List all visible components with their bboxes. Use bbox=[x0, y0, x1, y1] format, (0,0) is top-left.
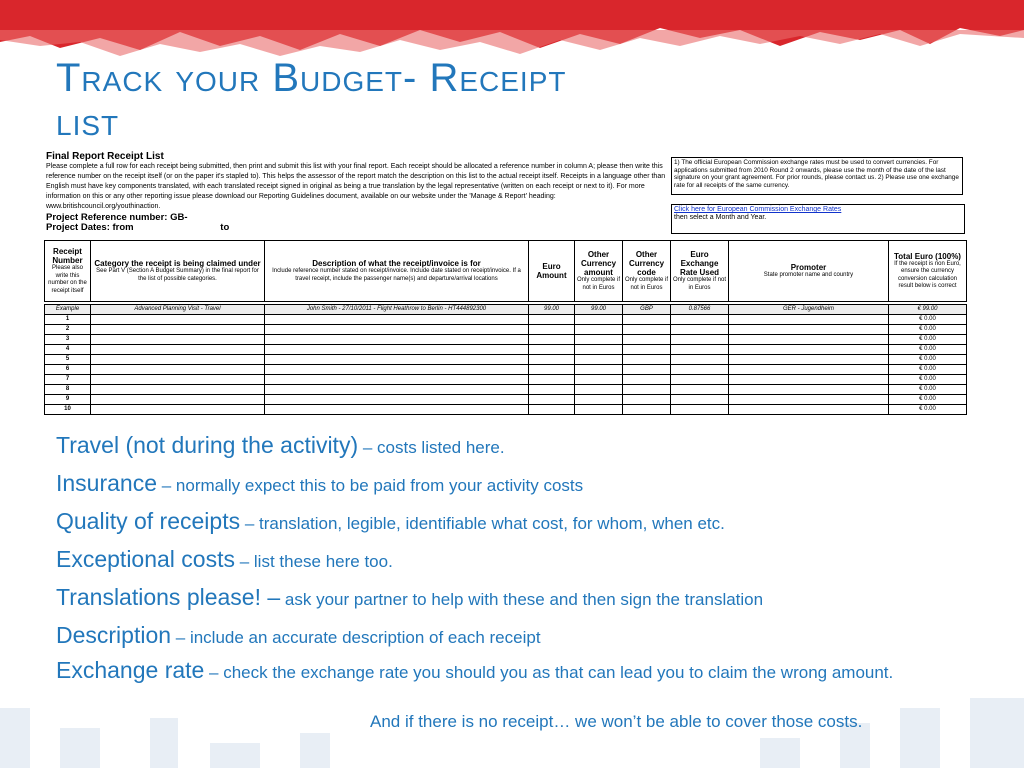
table-cell: 1 bbox=[45, 315, 91, 325]
table-cell[interactable] bbox=[529, 385, 575, 395]
table-cell: GBP bbox=[623, 305, 671, 315]
table-cell[interactable] bbox=[91, 335, 265, 345]
table-cell[interactable] bbox=[91, 395, 265, 405]
table-cell[interactable] bbox=[265, 335, 529, 345]
table-cell[interactable] bbox=[265, 385, 529, 395]
table-cell: 99.00 bbox=[529, 305, 575, 315]
table-cell: John Smith - 27/10/2011 - Flight Heathrow to Berlin - HT444892300 bbox=[265, 305, 529, 315]
form-heading: Final Report Receipt List bbox=[46, 151, 164, 162]
table-cell[interactable] bbox=[91, 315, 265, 325]
table-cell: GER - Jugendheim bbox=[729, 305, 889, 315]
table-cell[interactable] bbox=[729, 355, 889, 365]
table-cell[interactable] bbox=[529, 405, 575, 415]
table-cell[interactable] bbox=[729, 325, 889, 335]
title-line-2: list bbox=[56, 100, 120, 144]
table-cell: 6 bbox=[45, 365, 91, 375]
header-other-currency-amount: Other Currency amount Only complete if not in Euros bbox=[575, 241, 623, 302]
table-row bbox=[45, 345, 967, 355]
table-cell: 8 bbox=[45, 385, 91, 395]
table-cell[interactable] bbox=[575, 375, 623, 385]
table-cell[interactable] bbox=[91, 345, 265, 355]
table-cell[interactable] bbox=[623, 345, 671, 355]
table-cell[interactable] bbox=[265, 355, 529, 365]
table-cell[interactable] bbox=[575, 365, 623, 375]
table-cell: € 0.00 bbox=[889, 365, 967, 375]
project-dates-to: to bbox=[220, 222, 230, 233]
project-dates bbox=[46, 223, 229, 233]
header-exchange-rate: Euro Exchange Rate Used Only complete if not in Euros bbox=[671, 241, 729, 302]
table-cell: Example bbox=[45, 305, 91, 315]
table-cell: € 0.00 bbox=[889, 335, 967, 345]
table-cell[interactable] bbox=[623, 375, 671, 385]
table-cell[interactable] bbox=[529, 365, 575, 375]
table-row bbox=[45, 375, 967, 385]
table-cell: € 0.00 bbox=[889, 325, 967, 335]
header-receipt-number: Receipt Number Please also write this number on the receipt itself bbox=[45, 241, 91, 302]
exchange-rate-note: 1) The official European Commission exchange rates must be used to convert currencies. For applications submitted from 2010 Round 2 onwards, please use the month of the date of the last signature on your grant agreement. For prior rounds, please contact us. 2) Please use one exchange rate for all receipts of the same currency. bbox=[671, 157, 963, 195]
tip-item: Exceptional costs – list these here too. bbox=[56, 546, 393, 572]
table-cell: 5 bbox=[45, 355, 91, 365]
table-cell[interactable] bbox=[91, 365, 265, 375]
table-cell[interactable] bbox=[671, 355, 729, 365]
table-cell[interactable] bbox=[575, 335, 623, 345]
table-cell[interactable] bbox=[729, 395, 889, 405]
table-cell[interactable] bbox=[623, 355, 671, 365]
table-cell: 10 bbox=[45, 405, 91, 415]
project-dates-from: Project Dates: from bbox=[46, 222, 134, 233]
table-cell[interactable] bbox=[623, 365, 671, 375]
table-cell[interactable] bbox=[529, 375, 575, 385]
table-cell[interactable] bbox=[671, 365, 729, 375]
table-cell[interactable] bbox=[729, 345, 889, 355]
table-cell[interactable] bbox=[575, 325, 623, 335]
header-category: Category the receipt is being claimed under See Part V (Section A Budget Summary) in the final report for the list of possible categories. bbox=[91, 241, 265, 302]
table-cell[interactable] bbox=[671, 335, 729, 345]
table-cell: € 0.00 bbox=[889, 345, 967, 355]
table-row bbox=[45, 395, 967, 405]
table-cell[interactable] bbox=[671, 345, 729, 355]
form-instructions: Please complete a full row for each receipt being submitted, then print and submit this list with your final report. Each receipt should be allocated a reference number in column A; please then write this reference number on the receipt itself (or on the paper it's stapled to). This helps the assessor of the report match the description on this list to the actual receipt itself. Receipts in a language other than English must have key components translated, with each translated receipt signed in original as being a true translation by the legal representative (written on each receipt or next to it). For more information on this or any other reporting issue please download our Reporting Guidelines document, available on our website under the 'Manage & Report' heading: www.britishcouncil.org/youthinaction. bbox=[46, 163, 666, 210]
table-row bbox=[45, 325, 967, 335]
table-cell[interactable] bbox=[623, 315, 671, 325]
header-other-currency-code: Other Currency code Only complete if not in Euros bbox=[623, 241, 671, 302]
table-row bbox=[45, 405, 967, 415]
table-cell[interactable] bbox=[671, 405, 729, 415]
table-cell[interactable] bbox=[529, 355, 575, 365]
table-cell: Advanced Planning Visit - Travel bbox=[91, 305, 265, 315]
table-cell[interactable] bbox=[265, 365, 529, 375]
table-row bbox=[45, 315, 967, 325]
table-cell[interactable] bbox=[529, 315, 575, 325]
table-cell[interactable] bbox=[729, 365, 889, 375]
tip-item: Exchange rate – check the exchange rate you should you as that can lead you to claim the wrong amount. bbox=[56, 657, 894, 683]
table-cell[interactable] bbox=[575, 395, 623, 405]
table-cell[interactable] bbox=[575, 405, 623, 415]
table-cell[interactable] bbox=[529, 395, 575, 405]
table-cell[interactable] bbox=[575, 345, 623, 355]
table-cell[interactable] bbox=[265, 345, 529, 355]
table-cell[interactable] bbox=[575, 385, 623, 395]
table-cell[interactable] bbox=[729, 315, 889, 325]
table-cell[interactable] bbox=[265, 325, 529, 335]
table-cell: € 0.00 bbox=[889, 405, 967, 415]
table-cell: 0.87566 bbox=[671, 305, 729, 315]
table-row bbox=[45, 365, 967, 375]
table-cell[interactable] bbox=[265, 375, 529, 385]
receipt-table bbox=[44, 240, 967, 415]
table-cell[interactable] bbox=[265, 395, 529, 405]
table-cell[interactable] bbox=[671, 325, 729, 335]
table-cell[interactable] bbox=[623, 385, 671, 395]
table-cell: 9 bbox=[45, 395, 91, 405]
header-total-euro: Total Euro (100%) If the receipt is non Euro, ensure the currency conversion calculation result below is correct bbox=[889, 241, 967, 302]
table-cell: 4 bbox=[45, 345, 91, 355]
table-cell[interactable] bbox=[91, 405, 265, 415]
table-cell: 7 bbox=[45, 375, 91, 385]
table-cell: € 0.00 bbox=[889, 385, 967, 395]
tip-item: Quality of receipts – translation, legible, identifiable what cost, for whom, when etc. bbox=[56, 508, 725, 534]
table-cell[interactable] bbox=[671, 375, 729, 385]
top-red-brush-band bbox=[0, 0, 1024, 60]
example-row bbox=[45, 305, 967, 315]
header-euro-amount: Euro Amount bbox=[529, 241, 575, 302]
header-promoter: Promoter State promoter name and country bbox=[729, 241, 889, 302]
table-cell[interactable] bbox=[91, 325, 265, 335]
table-cell[interactable] bbox=[729, 385, 889, 395]
header-description: Description of what the receipt/invoice is for Include reference number stated on receipt/invoice. Include date stated on receipt/invoice. If a travel receipt, include the passenger name(s) and departure/arrival locations bbox=[265, 241, 529, 302]
footer-note: And if there is no receipt… we won’t be able to cover those costs. bbox=[370, 712, 863, 731]
table-row bbox=[45, 355, 967, 365]
table-header-row bbox=[45, 241, 967, 302]
title-line-1: Track your Budget- Receipt bbox=[56, 56, 567, 100]
exchange-rate-link[interactable]: Click here for European Commission Exchange Rates bbox=[674, 206, 842, 213]
table-cell[interactable] bbox=[623, 395, 671, 405]
table-cell: € 0.00 bbox=[889, 315, 967, 325]
table-row bbox=[45, 385, 967, 395]
project-info bbox=[46, 213, 229, 233]
table-row bbox=[45, 335, 967, 345]
table-cell: 99.00 bbox=[575, 305, 623, 315]
table-cell[interactable] bbox=[671, 385, 729, 395]
table-cell[interactable] bbox=[623, 335, 671, 345]
table-cell[interactable] bbox=[91, 355, 265, 365]
table-cell: € 0.00 bbox=[889, 355, 967, 365]
table-cell[interactable] bbox=[265, 315, 529, 325]
table-cell[interactable] bbox=[529, 345, 575, 355]
table-cell[interactable] bbox=[729, 335, 889, 345]
table-cell[interactable] bbox=[575, 315, 623, 325]
table-cell[interactable] bbox=[623, 325, 671, 335]
tip-item: Insurance – normally expect this to be paid from your activity costs bbox=[56, 470, 584, 496]
table-cell[interactable] bbox=[729, 375, 889, 385]
table-cell: € 0.00 bbox=[889, 395, 967, 405]
table-cell[interactable] bbox=[671, 315, 729, 325]
table-cell[interactable] bbox=[529, 335, 575, 345]
project-reference: Project Reference number: GB- bbox=[46, 212, 188, 223]
form-header bbox=[46, 151, 666, 212]
table-cell[interactable] bbox=[575, 355, 623, 365]
table-cell: € 0.00 bbox=[889, 375, 967, 385]
table-cell[interactable] bbox=[623, 405, 671, 415]
exchange-rate-link-hint: then select a Month and Year. bbox=[674, 214, 767, 221]
tip-item: Travel (not during the activity) – costs listed here. bbox=[56, 432, 505, 458]
page-title bbox=[56, 56, 566, 144]
table-cell: € 99.00 bbox=[889, 305, 967, 315]
table-cell[interactable] bbox=[671, 395, 729, 405]
table-cell[interactable] bbox=[729, 405, 889, 415]
tip-item: Translations please! – ask your partner to help with these and then sign the translation bbox=[56, 584, 764, 610]
table-cell[interactable] bbox=[265, 405, 529, 415]
table-cell: 2 bbox=[45, 325, 91, 335]
tips-list bbox=[56, 428, 956, 688]
table-cell[interactable] bbox=[529, 325, 575, 335]
table-cell[interactable] bbox=[91, 375, 265, 385]
exchange-rate-link-box bbox=[671, 204, 965, 234]
tip-item: Description – include an accurate description of each receipt bbox=[56, 622, 541, 648]
table-cell[interactable] bbox=[91, 385, 265, 395]
table-cell: 3 bbox=[45, 335, 91, 345]
